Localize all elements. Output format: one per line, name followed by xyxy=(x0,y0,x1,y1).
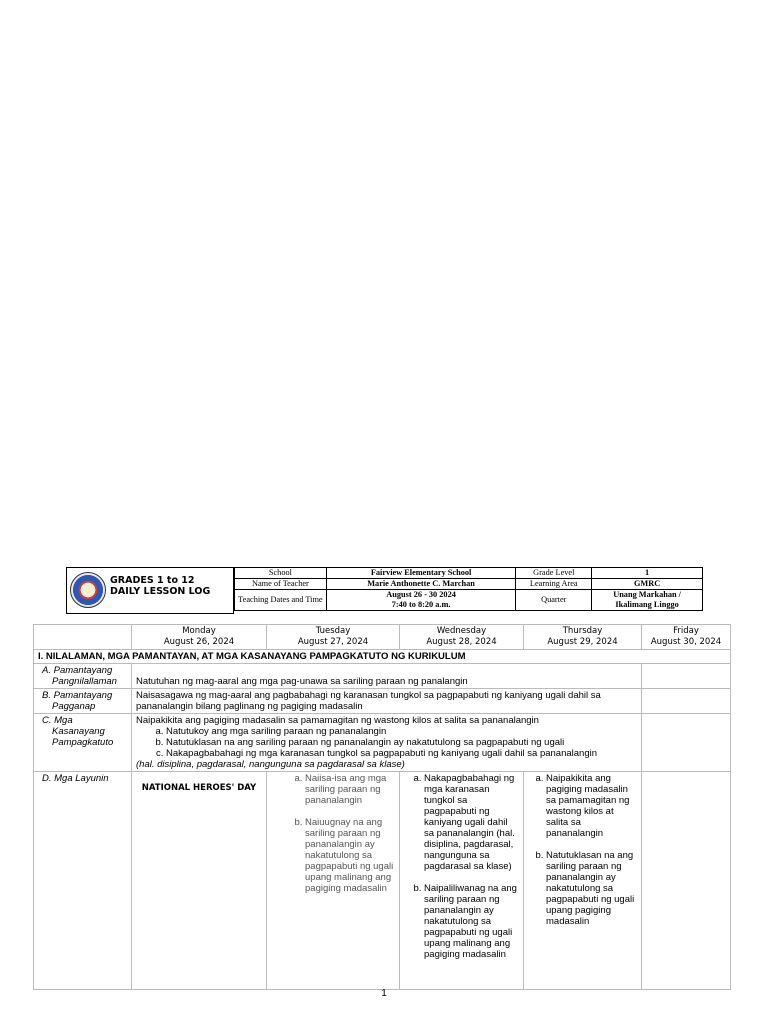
teacher-value: Marie Anthonette C. Marchan xyxy=(326,579,516,590)
row-c-label2: Kasanayang xyxy=(52,726,105,737)
tuesday-list xyxy=(271,773,395,894)
day-wednesday xyxy=(400,625,524,650)
row-a-friday xyxy=(642,664,731,689)
wednesday-list xyxy=(404,773,519,960)
day-date: August 29, 2024 xyxy=(547,637,618,647)
grade-label: Grade Level xyxy=(516,568,592,579)
day-name: Friday xyxy=(673,626,699,636)
row-b-label1: B. Pamantayang xyxy=(42,690,113,701)
row-kasanayang-pampagkatuto xyxy=(34,714,731,772)
teacher-label: Name of Teacher xyxy=(235,579,327,590)
list-item: b. Natutuklasan na ang sariling paraan ng pananalangin ay nakatutulong sa pagpapabuti ng ugali upang pagiging madasalin xyxy=(546,850,637,927)
row-c-label1: C. Mga xyxy=(42,715,73,726)
row-c-label xyxy=(34,714,132,772)
day-monday xyxy=(132,625,267,650)
lesson-table xyxy=(33,624,731,990)
row-b-label2: Pagganap xyxy=(52,701,96,712)
day-friday xyxy=(642,625,731,650)
row-a-label2: Pangnilallaman xyxy=(52,676,117,687)
wednesday-cell xyxy=(400,772,524,990)
row-c-list xyxy=(136,726,637,759)
dates-cell xyxy=(326,590,516,611)
dates-value: August 26 - 30 2024 xyxy=(386,590,456,599)
thursday-list xyxy=(528,773,637,927)
time-value: 7:40 to 8:20 a.m. xyxy=(391,600,451,609)
list-item: b. Naipaliliwanag na ang sariling paraan ng pananalangin ay nakatutulong sa pagpapabuti ng ugali upang malinang ang pagiging madasalin xyxy=(424,883,519,960)
row-b-text: Naisasagawa ng mag-aaral ang pagbabahagi ng karanasan tungkol sa pagpapabuti ng kaniyang ugali dahil sa pananalangin bilang paglinang ng pagiging madasalin xyxy=(132,689,642,714)
row-c-label3: Pampagkatuto xyxy=(52,737,114,748)
quarter-label: Quarter xyxy=(516,590,592,611)
day-name: Tuesday xyxy=(315,626,351,636)
holiday-label: NATIONAL HEROES' DAY xyxy=(141,783,257,793)
deped-seal-icon xyxy=(70,572,106,608)
area-value: GMRC xyxy=(592,579,703,590)
row-c-intro: Naipakikita ang pagiging madasalin sa pamamagitan ng wastong kilos at salita sa pananalangin xyxy=(136,715,539,726)
list-item: a. Nakapagbabahagi ng mga karanasan tungkol sa pagpapabuti ng kaniyang ugali dahil sa pananalangin (hal. disiplina, pagdarasal, nangunguna sa pagdarasal sa klase) xyxy=(424,773,519,872)
list-item: c. Nakapagbabahagi ng mga karanasan tungkol sa pagpapabuti ng kaniyang ugali dahil sa pananalangin xyxy=(166,748,637,759)
lesson-log-header xyxy=(66,567,703,614)
day-thursday xyxy=(524,625,642,650)
grade-value: 1 xyxy=(592,568,703,579)
list-item: a. Naiisa-isa ang mga sariling paraan ng pananalangin xyxy=(305,773,395,806)
tuesday-cell xyxy=(267,772,400,990)
log-title xyxy=(110,575,210,597)
day-name: Monday xyxy=(182,626,216,636)
quarter-value: Unang Markahan / Ikalimang Linggo xyxy=(592,590,703,611)
thursday-cell xyxy=(524,772,642,990)
list-item: a. Natutukoy ang mga sariling paraan ng pananalangin xyxy=(166,726,637,737)
row-a-label1: A. Pamantayang xyxy=(42,665,113,676)
info-table xyxy=(234,567,703,611)
row-mga-layunin xyxy=(34,772,731,990)
logo-box xyxy=(66,567,234,614)
row-c-note: (hal. disiplina, pagdarasal, nangunguna sa pagdarasal sa klase) xyxy=(136,759,405,770)
row-pamantayang-pagganap xyxy=(34,689,731,714)
section-row xyxy=(34,650,731,664)
row-b-friday xyxy=(642,689,731,714)
list-item: b. Natutuklasan na ang sariling paraan ng pananalangin ay nakatutulong sa pagpapabuti ng ugali xyxy=(166,737,637,748)
day-date: August 27, 2024 xyxy=(297,637,369,647)
school-label: School xyxy=(235,568,327,579)
day-header-row xyxy=(34,625,731,650)
school-value: Fairview Elementary School xyxy=(326,568,516,579)
row-a-label xyxy=(34,664,132,689)
friday-cell xyxy=(642,772,731,990)
row-b-label xyxy=(34,689,132,714)
day-name: Thursday xyxy=(562,626,603,636)
monday-cell xyxy=(132,772,267,990)
day-date: August 30, 2024 xyxy=(650,637,722,647)
day-date: August 28, 2024 xyxy=(426,637,497,647)
day-name: Wednesday xyxy=(436,626,487,636)
day-date: August 26, 2024 xyxy=(163,637,235,647)
day-tuesday xyxy=(267,625,400,650)
title-line1: GRADES 1 to 12 xyxy=(110,575,195,586)
list-item: b. Naiuugnay na ang sariling paraan ng pananalangin ay nakatutulong sa pagpapabuti ng ugali upang malinang ang pagiging madasalin xyxy=(305,817,395,894)
list-item: a. Naipakikita ang pagiging madasalin sa pamamagitan ng wastong kilos at salita sa pananalangin xyxy=(546,773,637,839)
section1-title: I. NILALAMAN, MGA PAMANTAYAN, AT MGA KASANAYANG PAMPAGKATUTO NG KURIKULUM xyxy=(34,650,731,664)
row-c-friday xyxy=(642,714,731,772)
blank-header-cell xyxy=(34,625,132,650)
row-a-text: Natutuhan ng mag-aaral ang mga pag-unawa sa sariling paraan ng panalangin xyxy=(132,664,642,689)
dates-label: Teaching Dates and Time xyxy=(235,590,327,611)
area-label: Learning Area xyxy=(516,579,592,590)
title-line2: DAILY LESSON LOG xyxy=(110,586,211,597)
row-d-label: D. Mga Layunin xyxy=(34,772,132,990)
page-number: 1 xyxy=(381,988,387,999)
row-pamantayang-pangnilalaman xyxy=(34,664,731,689)
row-c-content xyxy=(132,714,642,772)
